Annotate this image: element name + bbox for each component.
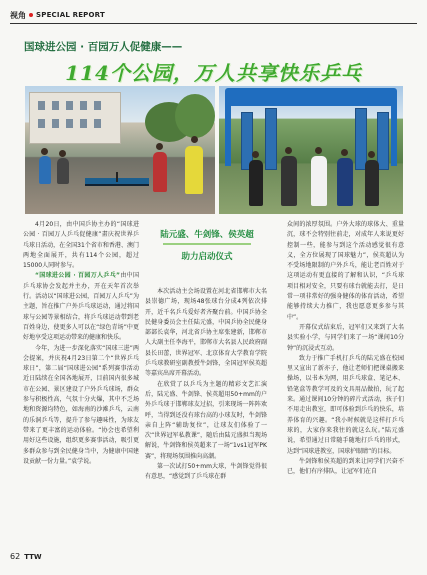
guest [365,160,379,206]
header-rule [10,23,417,24]
section-title: 视角 [10,10,26,20]
paragraph: 致力于推广手机打乒乓的陆元盛在校园里又宣出了新亦子，他让老师们把课桌搬来操场，以书本为网，用乒乓球盒、笔记本、铅笔盒等教学可及的文具用品做拍，玩了起来。通过课间10分钟的碎片式活动，孩子们不用走出教室，即可体验到乒乓的快乐，培养体育的兴趣。“我小时候就是这样打乒乓球的，大家你来我往的就这么玩。”陆元盛说，希望通过日常随手随地打乒乓的形式，达到“国球进教室，国球护眼睛”的目标。 [287,354,404,455]
paragraph: 今年，为进一步深化落实“国球三进”两会提案，并庆祝4月23日第二个“世界乒乓球日”，第二届“国球进公园”系列赛事活动近日陆续在全国各地展开，目前国内很多城市在公园、景区建设了户外乒乓球场，群众参与积极性高，气氛十分火爆，其中不乏场地和资源均特色，如海南的沙滩乒乓，云南的乐洞乒乓等，提升了参与趣味性，为球友带来了更丰富的运动体验。“协会也希望利用好这些设施，组织更多赛事活动，吸引更多群众参与到全民健身当中，为健康中国建设贡献一份力量。”袁学说。 [23,344,139,465]
arch-post [225,96,231,166]
arch-post [391,96,397,166]
article-headline: 114个公园，万人共享快乐乒乓 [65,61,362,85]
blue-banner [265,108,277,170]
paragraph: 4月20日，由中国乒协主办的“国球进公园 · 百园万人乒乓促健康”畫庆祝世界乒乓球日活动，在全国31个省市和香港、澳门两地全面展开，共有114个公园，超过15000人同时参与。 [23,221,139,270]
page-number: 62 [10,552,21,561]
photo-opening-ceremony [219,86,403,214]
subheading-decoration [163,243,251,245]
ping-pong-net [116,172,118,182]
subheading [153,224,261,278]
guest-head [341,149,348,156]
guest [249,160,263,206]
player-yellow-shirt [185,146,203,194]
paragraph: 由中国乒乓球协会发起并主办，开在天年首次举行。活动以“国球进公园，百园万人乒乓”为主题，旨在推广户外乒乓球运动，通过将国球与公园等景相结合，将乒乓球运动带到老百姓身边，使更多人可以在“绿色青场”中更好地享受这项运动带来的健康和快乐。 [23,272,139,342]
guest [281,156,297,206]
highlight-text: “国球进公园 · 百园万人乒乓” [35,272,120,280]
guest [337,158,353,206]
player [153,152,167,192]
article-column-3 [287,220,404,477]
player-head [156,143,163,150]
header-dot [29,13,33,17]
paragraph: 在欣赏了以乒乓为主题的精彩文艺汇演后，陆元盛、牛剑锋、侯英超用50+mm的户外乒乓球于邯郸球友过招，引来现场一阵阵欢呼，当得到还没有球台高的小球友时，牛剑锋亲自上阵“辅助复位”，让球友们体验了一次“世界冠军私教课”，随后由陆元盛担当现场解说，牛剑锋和侯英超来了一场“1vs1冠军PK赛”，将现场氛围推向高潮。 [145,380,267,460]
player-head [191,136,198,143]
guest [311,156,327,206]
guest-head [368,151,375,158]
spectator-head [59,150,66,157]
tree [175,94,215,138]
spectator [39,156,51,184]
spectator [57,158,69,184]
paragraph: 开幕仪式结束后，冠军们又来到了大名县实验小学，与同学们来了一场“课间10分钟”的沉浸式互动。 [287,323,404,352]
magazine-logo: TTW [24,553,42,561]
page-footer [10,552,42,561]
article-column-2 [145,287,267,483]
paragraph: 牛剑锋和侯英超的到来让同学们兴奋不已，他们有序排队，让冠军们在自 [287,457,404,476]
photo-outdoor-table-tennis [25,86,215,214]
building [29,92,121,144]
article-column-1 [23,220,139,467]
guest-head [315,147,322,154]
blue-arch [225,88,397,106]
article-kicker: 国球进公园 · 百园万人促健康—— [24,41,183,53]
guest-head [252,151,259,158]
blue-banner [377,112,389,170]
paragraph: 本次活动主会场设置在河北省邯郸市大名县崇德广场，现场48张球台分成4列依次排开，近千名乒乓爱好者齐聚台前。中国乒协全民健身委员会主任陆元盛，中国乒协全民健身部部长袁华，河北省乒协主席张建新，邯郸市人大副主任李海平，邯郸市大名县人民政府副县长田蕾，世界冠军、北京体育大学教育学院乒乓球教研室副教授牛剑锋，全国冠军侯英超等嘉宾出席开幕活动。 [145,288,267,378]
section-header [10,8,417,22]
paragraph: 第一次试打50+mm大球，牛剑锋觉得很有意思，“感觉到了乒乓球在群 [145,463,267,481]
spectator-head [41,148,48,155]
guest-head [285,147,292,154]
paragraph: 众间的浓厚氛围。户外大球的球体大、重量沉，球不会特别往前走，对成年人来说更好控制一些，能参与到这个活动感觉很有意义，全方位展现了国球魅力”，侯英超认为不受场地限制的户外乒乓，能让老百姓对于这项运动有更直接的了解和认识，“乒乓球项目相对安全，只要有球台就能去打，是日常一项非常好的强身健体的体育活动，希望能够持续大力推广，我也愿意更多参与其中”。 [287,221,404,321]
subheading-line-1: 陆元盛、牛剑锋、侯英超 [160,230,254,240]
blue-banner [355,108,367,170]
subheading-line-2: 助力启动仪式 [181,252,233,262]
special-report-label: SPECIAL REPORT [36,11,105,19]
